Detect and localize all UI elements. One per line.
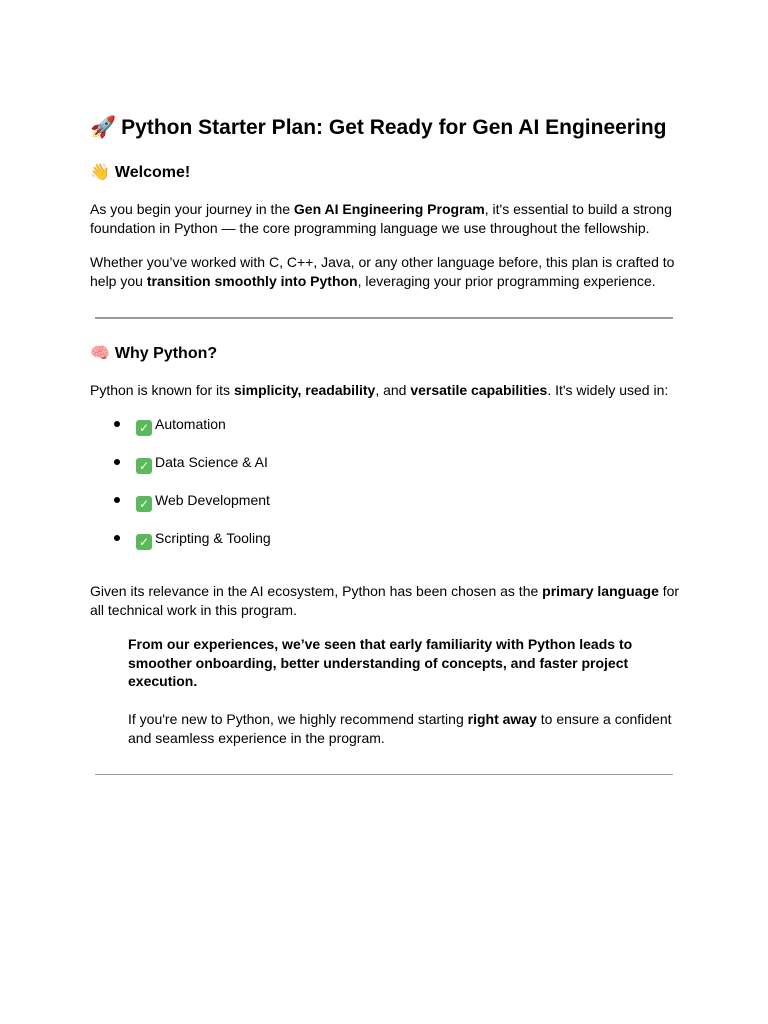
bullet-icon — [114, 421, 120, 427]
text-run: to ensure a confident and seamless experience in the program. — [128, 711, 672, 746]
text-run: . It's widely used in: — [547, 382, 669, 398]
primary-language-bold: primary language — [542, 583, 659, 599]
text-run: , and — [375, 382, 411, 398]
page-title-text: Python Starter Plan: Get Ready for Gen AI Engineering — [121, 116, 667, 139]
bullet-icon — [114, 535, 120, 541]
right-away-bold: right away — [467, 711, 537, 727]
list-item-label: Automation — [155, 416, 226, 432]
list-item-label: Data Science & AI — [155, 454, 268, 470]
use-case-list — [90, 415, 680, 567]
list-item — [90, 491, 680, 529]
section-divider — [95, 774, 673, 775]
page-title — [90, 112, 680, 144]
welcome-heading-text: Welcome! — [114, 164, 191, 181]
bullet-icon — [114, 459, 120, 465]
text-run: Whether you’ve worked with C, C++, Java, or any other language before, this plan is crafted to help you — [90, 254, 675, 289]
relevance-paragraph — [90, 582, 680, 619]
capabilities-bold: versatile capabilities — [410, 382, 548, 398]
waving-hand-icon: 👋 — [90, 164, 110, 181]
welcome-paragraph-2 — [90, 253, 680, 290]
text-run: , leveraging your prior programming experience. — [357, 272, 656, 289]
rocket-icon: 🚀 — [90, 116, 117, 139]
why-python-heading — [90, 343, 680, 365]
check-mark-icon: ✓ — [136, 458, 152, 474]
check-mark-icon: ✓ — [136, 420, 152, 436]
check-mark-icon: ✓ — [136, 534, 152, 550]
check-mark-icon: ✓ — [136, 496, 152, 512]
brain-icon: 🧠 — [90, 345, 110, 362]
text-run: , it's essential to build a strong foundation in Python — the core programming language we use throughout the fellowship. — [90, 201, 672, 236]
experience-quote — [128, 635, 680, 691]
list-item — [90, 453, 680, 491]
text-run: Python is known for its — [90, 382, 234, 398]
experience-quote-bold: From our experiences, we’ve seen that early familiarity with Python leads to smoother onboarding, better understanding of concepts, and faster project execution. — [128, 636, 633, 689]
transition-bold: transition smoothly into Python — [146, 272, 358, 289]
why-python-heading-text: Why Python? — [114, 345, 218, 362]
recommend-paragraph — [128, 710, 680, 747]
program-name-bold: Gen AI Engineering Program — [293, 201, 485, 217]
welcome-paragraph-1 — [90, 200, 680, 237]
welcome-heading — [90, 162, 680, 184]
text-run: As you begin your journey in the — [90, 201, 294, 217]
bullet-icon — [114, 497, 120, 503]
simplicity-bold: simplicity, readability — [233, 382, 376, 398]
list-item — [90, 529, 680, 567]
text-run: for all technical work in this program. — [90, 583, 680, 618]
why-intro-paragraph — [90, 381, 680, 400]
text-run: Given its relevance in the AI ecosystem, Python has been chosen as the — [90, 583, 543, 599]
text-run: If you're new to Python, we highly recommend starting — [128, 711, 468, 727]
section-divider — [95, 317, 673, 319]
list-item — [90, 415, 680, 453]
list-item-label: Web Development — [155, 492, 270, 508]
list-item-label: Scripting & Tooling — [155, 530, 271, 546]
